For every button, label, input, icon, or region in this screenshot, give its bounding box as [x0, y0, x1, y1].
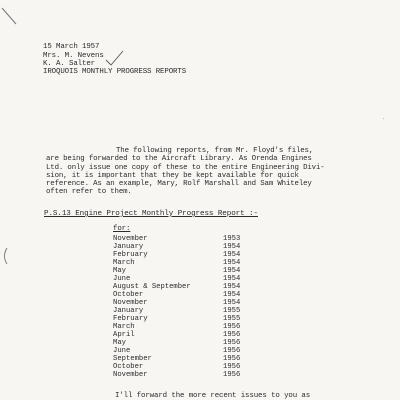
report-month: August & September	[113, 283, 191, 291]
report-month: June	[113, 275, 131, 283]
report-year: 1956	[223, 339, 241, 347]
memo-to: Mrs. M. Nevens	[43, 52, 104, 60]
report-year: 1954	[223, 243, 241, 251]
report-month: January	[113, 243, 144, 251]
report-month: November	[113, 299, 148, 307]
report-month: May	[113, 267, 126, 275]
report-year: 1953	[223, 235, 241, 243]
report-month: September	[113, 355, 152, 363]
for-label: for:	[113, 225, 131, 233]
report-month: January	[113, 307, 144, 315]
report-month: February	[113, 251, 148, 259]
margin-tick-mark	[0, 6, 20, 28]
report-year: 1956	[223, 347, 241, 355]
report-year: 1955	[223, 315, 241, 323]
report-year: 1956	[223, 355, 241, 363]
report-year: 1954	[223, 291, 241, 299]
report-month: March	[113, 323, 135, 331]
report-year: 1955	[223, 307, 241, 315]
closing-line: I'll forward the more recent issues to you as	[115, 392, 311, 400]
report-month: October	[113, 291, 144, 299]
checkmark-icon	[104, 48, 126, 68]
intro-line: The following reports, from Mr. Floyd's files,	[116, 147, 314, 155]
section-title: P.S.13 Engine Project Monthly Progress Report :-	[44, 210, 258, 218]
margin-dot: .	[382, 115, 385, 121]
report-year: 1956	[223, 331, 241, 339]
intro-line: sion, it is important that they be kept available for quick	[46, 171, 299, 180]
report-month: November	[113, 235, 148, 243]
margin-bracket-mark	[0, 246, 10, 266]
report-year: 1954	[223, 259, 241, 267]
report-year: 1954	[223, 251, 241, 259]
report-year: 1954	[223, 267, 241, 275]
report-year: 1954	[223, 299, 241, 307]
report-month: November	[113, 371, 148, 379]
report-month: February	[113, 315, 148, 323]
report-month: March	[113, 259, 135, 267]
report-year: 1954	[223, 283, 241, 291]
intro-line: reference. As an example, Mary, Rolf Marshall and Sam Whiteley	[46, 180, 312, 189]
memo-from: K. A. Salter	[43, 60, 96, 68]
report-month: April	[113, 331, 135, 339]
report-month: May	[113, 339, 126, 347]
memo-subject: IROQUOIS MONTHLY PROGRESS REPORTS	[43, 68, 187, 76]
intro-line: Ltd. only issue one copy of these to the entire Engineering Divi-	[46, 163, 325, 172]
report-month: October	[113, 363, 144, 371]
report-year: 1956	[223, 371, 241, 379]
report-year: 1954	[223, 275, 241, 283]
memo-date: 15 March 1957	[43, 43, 100, 51]
intro-line: are being forwarded to the Aircraft Library. As Orenda Engines	[46, 155, 312, 164]
intro-paragraph	[46, 147, 336, 197]
report-year: 1956	[223, 363, 241, 371]
report-year: 1956	[223, 323, 241, 331]
intro-line: often refer to them.	[46, 188, 132, 197]
report-month: June	[113, 347, 131, 355]
